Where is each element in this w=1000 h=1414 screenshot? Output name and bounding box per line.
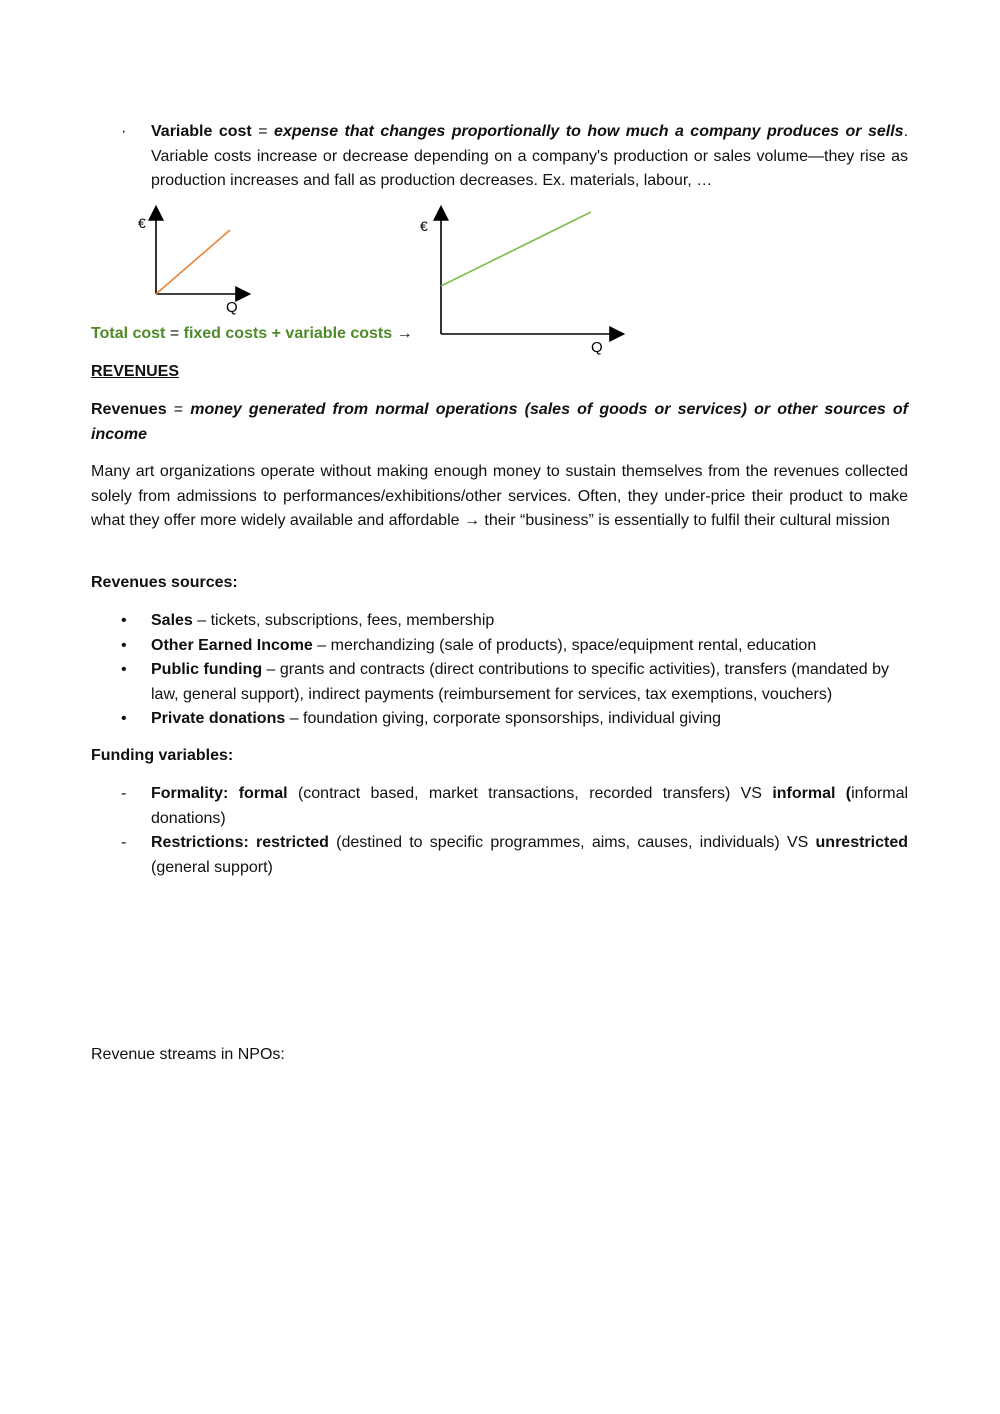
dash-mark: - xyxy=(121,834,127,851)
variable-term-contrast: unrestricted xyxy=(815,834,908,851)
variable-cost-item xyxy=(91,120,908,194)
list-item xyxy=(91,658,908,707)
funding-variables-list xyxy=(91,782,908,880)
variable-term-contrast: informal ( xyxy=(772,785,852,802)
section-heading: REVENUES xyxy=(91,363,180,380)
source-text: – tickets, subscriptions, fees, membership xyxy=(192,612,495,629)
total-cost-formula xyxy=(91,322,421,347)
source-term: Private donations xyxy=(151,710,286,727)
source-text: – grants and contracts (direct contributions to specific activities), transfers (mandated by law, general support), indirect payments (reimbursement for services, tax exemptions, vouchers) xyxy=(151,661,890,703)
revenue-streams-label: Revenue streams in NPOs: xyxy=(91,1046,285,1063)
equals-sign: = xyxy=(166,401,191,418)
variable-cost-line xyxy=(156,230,230,294)
variable-term: Restrictions: restricted xyxy=(151,834,329,851)
bullet-mark: • xyxy=(121,710,127,727)
variables-heading-block xyxy=(91,744,908,769)
revenues-section xyxy=(91,360,908,385)
variable-cost-graph xyxy=(128,200,258,320)
source-text: – merchandizing (sale of products), space/equipment rental, education xyxy=(312,636,817,654)
variable-term: Formality: formal xyxy=(151,785,288,802)
variable-text: informal donations) xyxy=(151,785,909,827)
dash-mark: - xyxy=(121,785,127,802)
revenue-streams-block xyxy=(91,1043,908,1068)
x-axis-label: Q xyxy=(226,299,238,316)
source-term: Other Earned Income xyxy=(151,636,313,654)
list-item xyxy=(91,634,908,659)
x-axis-label: Q xyxy=(591,339,603,356)
bullet-mark: · xyxy=(121,123,127,140)
art-organizations-paragraph xyxy=(91,460,908,534)
paragraph-text: Many art organizations operate without making enough money to sustain themselves from the revenues collected solely from admissions to performances/exhibitions/other services. Often, they under-price their product to make what they offer more widely available and affordable xyxy=(91,463,908,529)
variable-text: (general support) xyxy=(151,858,273,876)
list-item xyxy=(91,782,908,831)
total-cost-term: Total cost xyxy=(91,325,166,342)
variable-text: (contract based, market transactions, recorded transfers) VS xyxy=(287,785,773,802)
bullet-mark: • xyxy=(121,612,127,629)
variables-heading: Funding variables: xyxy=(91,747,234,764)
revenues-definition xyxy=(91,398,908,447)
source-term: Public funding xyxy=(151,661,263,678)
total-cost-line xyxy=(441,212,591,286)
revenues-term: Revenues xyxy=(91,401,167,418)
total-cost-expression: fixed costs + variable costs xyxy=(183,325,393,342)
sources-heading: Revenues sources: xyxy=(91,574,238,591)
variable-cost-bullet xyxy=(91,120,908,194)
total-cost-graph xyxy=(412,200,632,360)
source-term: Sales xyxy=(151,612,193,629)
revenue-sources-list xyxy=(91,609,908,732)
variable-cost-definition: expense that changes proportionally to how much a company produces or sells xyxy=(274,123,904,140)
variable-cost-description: . Variable costs increase or decrease depending on a company's production or sales volume—they rise as production increases and fall as production decreases. Ex. materials, labour, … xyxy=(151,123,909,189)
sources-heading-block xyxy=(91,571,908,596)
variable-cost-term: Variable cost xyxy=(151,123,252,140)
list-item xyxy=(91,707,908,732)
list-item xyxy=(91,831,908,880)
y-axis-label: € xyxy=(420,218,428,234)
list-item xyxy=(91,609,908,634)
variable-text: (destined to specific programmes, aims, causes, individuals) VS xyxy=(328,834,816,851)
revenues-definition-text: money generated from normal operations (sales of goods or services) or other sources of income xyxy=(91,401,909,443)
source-text: – foundation giving, corporate sponsorships, individual giving xyxy=(285,710,722,727)
paragraph-text: their “business” is essentially to fulfil their cultural mission xyxy=(479,512,890,529)
bullet-mark: • xyxy=(121,661,127,678)
equals-sign: = xyxy=(251,123,275,140)
bullet-mark: • xyxy=(121,636,127,654)
right-arrow-icon: → xyxy=(463,512,480,529)
y-axis-label: € xyxy=(138,215,146,231)
right-arrow-icon: → xyxy=(396,325,413,342)
equals-sign: = xyxy=(165,325,184,342)
